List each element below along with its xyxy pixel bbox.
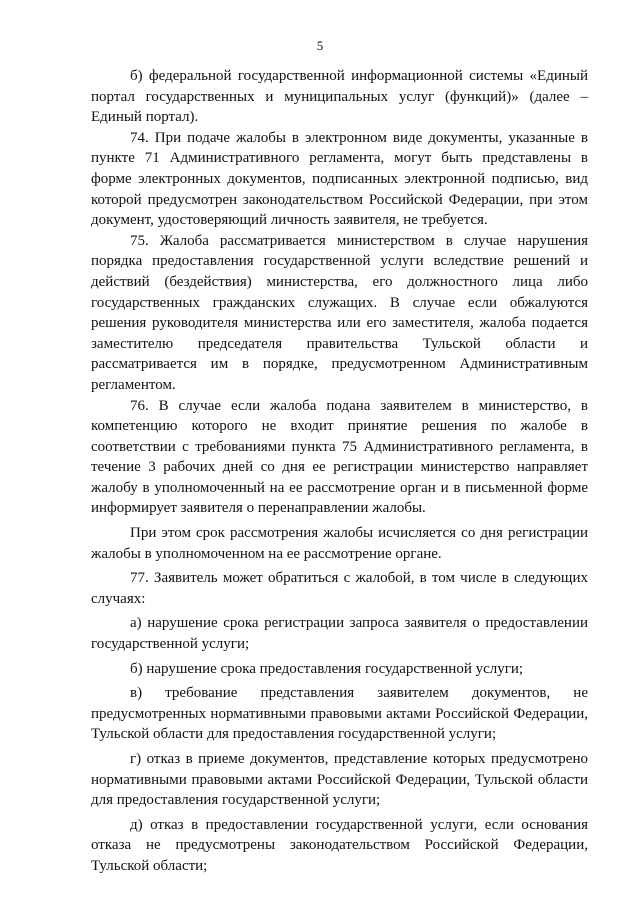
paragraph-75: 75. Жалоба рассматривается министерством в случае нарушения порядка предоставления государственной услуги вследствие решений и действий (бездействия) министерства, его должностного лица либо государственных гражданских служащих. В случае если обжалуются решения руководителя министерства или его заместителя, жалоба подается заместителю председателя правительства Тульской области и рассматривается им в порядке, предусмотренном Административным регламентом. [91,232,588,393]
list-item-g: г) отказ в приеме документов, представление которых предусмотрено нормативными правовыми актами Российской Федерации, Тульской области для предоставления государственной услуги; [91,751,588,809]
paragraph-76: 76. В случае если жалоба подана заявителем в министерство, в компетенцию которого не входит принятие решения по жалобе в соответствии с требованиями пункта 75 Административного регламента, в течение 3 рабочих дней со дня ее регистрации министерство направляет жалобу в уполномоченный на ее рассмотрение орган и в письменной форме информирует заявителя о перенаправлении жалобы. [91,397,588,517]
list-item-a: а) нарушение срока регистрации запроса заявителя о предоставлении государственной услуги; [91,615,588,653]
list-item-v: в) требование представления заявителем документов, не предусмотренных нормативными правовыми актами Российской Федерации, Тульской области для предоставления государственной услуги; [91,685,588,743]
paragraph-74: 74. При подаче жалобы в электронном виде документы, указанные в пункте 71 Административного регламента, могут быть представлены в форме электронных документов, подписанных электронной подписью, вид которой предусмотрен законодательством Российской Федерации, при этом документ, удостоверяющий личность заявителя, не требуется. [91,129,588,229]
list-item-d: д) отказ в предоставлении государственной услуги, если основания отказа не предусмотрены законодательством Российской Федерации, Тульской области; [91,816,588,874]
paragraph-76-term: При этом срок рассмотрения жалобы исчисляется со дня регистрации жалобы в уполномоченном на ее рассмотрение органе. [91,525,588,562]
list-item-b: б) нарушение срока предоставления государственной услуги; [130,660,524,677]
paragraph-77: 77. Заявитель может обратиться с жалобой, в том числе в следующих случаях: [91,570,588,607]
paragraph-b-single-portal: б) федеральной государственной информационной системы «Единый портал государственных и муниципальных услуг (функций)» (далее – Единый портал). [91,68,588,126]
document-body [91,66,588,877]
page-number: 5 [316,38,324,53]
